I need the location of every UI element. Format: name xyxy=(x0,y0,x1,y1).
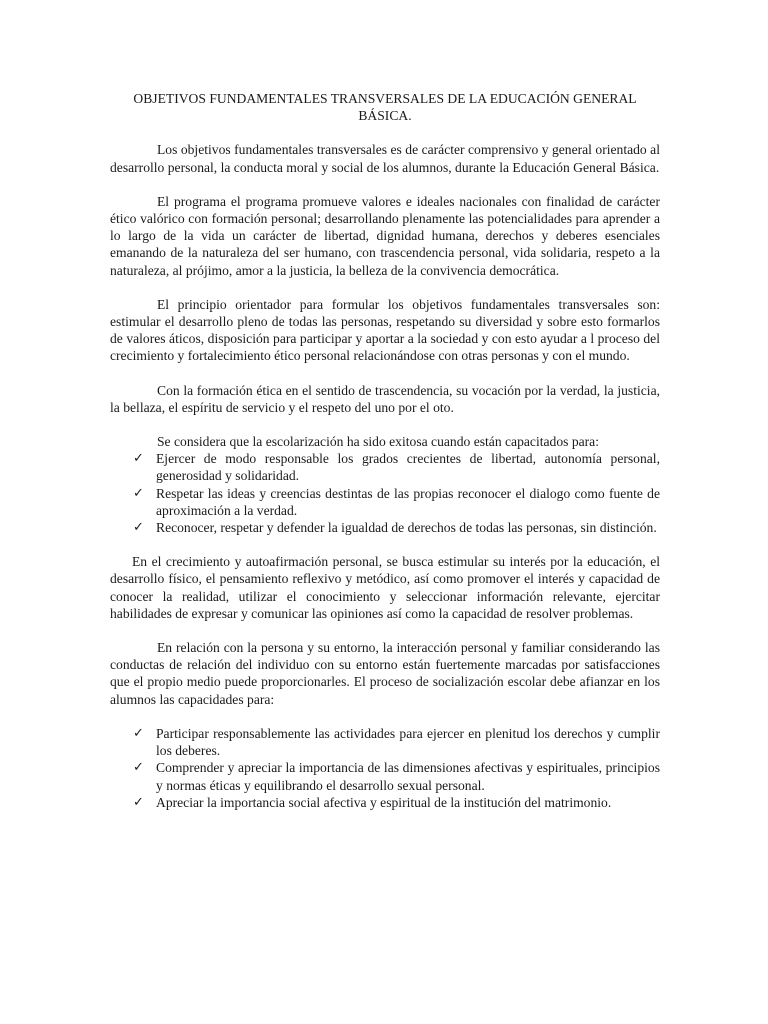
list-item-text: Reconocer, respetar y defender la igualdad de derechos de todas las personas, sin distinción. xyxy=(156,520,657,536)
checkmark-icon: ✓ xyxy=(133,794,144,810)
list-item xyxy=(110,519,660,536)
checklist-schooling xyxy=(110,450,660,536)
checkmark-icon: ✓ xyxy=(133,485,144,501)
list-item-text: Comprender y apreciar la importancia de las dimensiones afectivas y espirituales, principios y normas éticas y equilibrando el desarrollo sexual personal. xyxy=(156,760,660,793)
checklist-socialization xyxy=(110,725,660,811)
paragraph-guiding-principle: El principio orientador para formular los objetivos fundamentales transversales son: estimular el desarrollo pleno de todas las personas, respetando su diversidad y sobre esto formarlos de valores áticos, disposición para participar y aportar a la sociedad y con esto ayudar a l proceso del crecimiento y fortalecimiento ético personal relacionándose con otras personas y con el mundo. xyxy=(110,296,660,364)
paragraph-intro: Los objetivos fundamentales transversales es de carácter comprensivo y general orientado al desarrollo personal, la conducta moral y social de los alumnos, durante la Educación General Básica. xyxy=(110,142,660,175)
list-item-text: Apreciar la importancia social afectiva y espiritual de la institución del matrimonio. xyxy=(156,794,612,810)
checkmark-icon: ✓ xyxy=(133,725,144,741)
document-page xyxy=(110,90,660,828)
list-item-text: Ejercer de modo responsable los grados crecientes de libertad, autonomía personal, generosidad y solidaridad. xyxy=(156,451,660,484)
checkmark-icon: ✓ xyxy=(133,451,144,467)
list-item-text: Respetar las ideas y creencias destintas de las propias reconocer el dialogo como fuente de aproximación a la verdad. xyxy=(156,485,660,518)
checkmark-icon: ✓ xyxy=(133,760,144,776)
paragraph-ethical-formation: Con la formación ética en el sentido de trascendencia, su vocación por la verdad, la justicia, la bellaza, el espíritu de servicio y el respeto del uno por el oto. xyxy=(110,382,660,415)
checkmark-icon: ✓ xyxy=(133,520,144,536)
paragraph-schooling-success: Se considera que la escolarización ha sido exitosa cuando están capacitados para: xyxy=(157,434,599,450)
list-item xyxy=(110,759,660,793)
list-item-text: Participar responsablemente las actividades para ejercer en plenitud los derechos y cumplir los deberes. xyxy=(156,725,660,759)
paragraph-personal-growth: En el crecimiento y autoafirmación personal, se busca estimular su interés por la educación, el desarrollo físico, el pensamiento reflexivo y metódico, así como promover el interés y capacidad de conocer la realidad, utilizar el conocimiento y seleccionar información relevante, ejercitar habilidades de expresar y comunicar las opiniones así como la capacidad de resolver problemas. xyxy=(110,554,660,621)
document-title xyxy=(110,90,660,124)
paragraph-person-environment: En relación con la persona y su entorno, la interacción personal y familiar considerando las conductas de relación del individuo con su entorno están fuertemente marcadas por satisfacciones que el propio medio puede proporcionarles. El proceso de socialización escolar debe afianzar en los alumnos las capacidades para: xyxy=(110,640,660,707)
list-item xyxy=(110,725,660,759)
list-item xyxy=(110,794,660,811)
list-item xyxy=(110,450,660,484)
list-item xyxy=(110,485,660,519)
title-line-1: OBJETIVOS FUNDAMENTALES TRANSVERSALES DE LA EDUCACIÓN GENERAL xyxy=(133,91,637,106)
paragraph-program: El programa el programa promueve valores e ideales nacionales con finalidad de carácter ético valórico con formación personal; desarrollando plenamente las potencialidades para aprender a lo largo de la vida un carácter de libertad, dignidad humana, derechos y deberes esenciales emanando de la naturaleza del ser humano, con trascendencia personal, vida solidaria, respeto a la naturaleza, al prójimo, amor a la justicia, la belleza de la convivencia democrática. xyxy=(110,193,660,278)
title-line-2: BÁSICA. xyxy=(358,108,412,124)
